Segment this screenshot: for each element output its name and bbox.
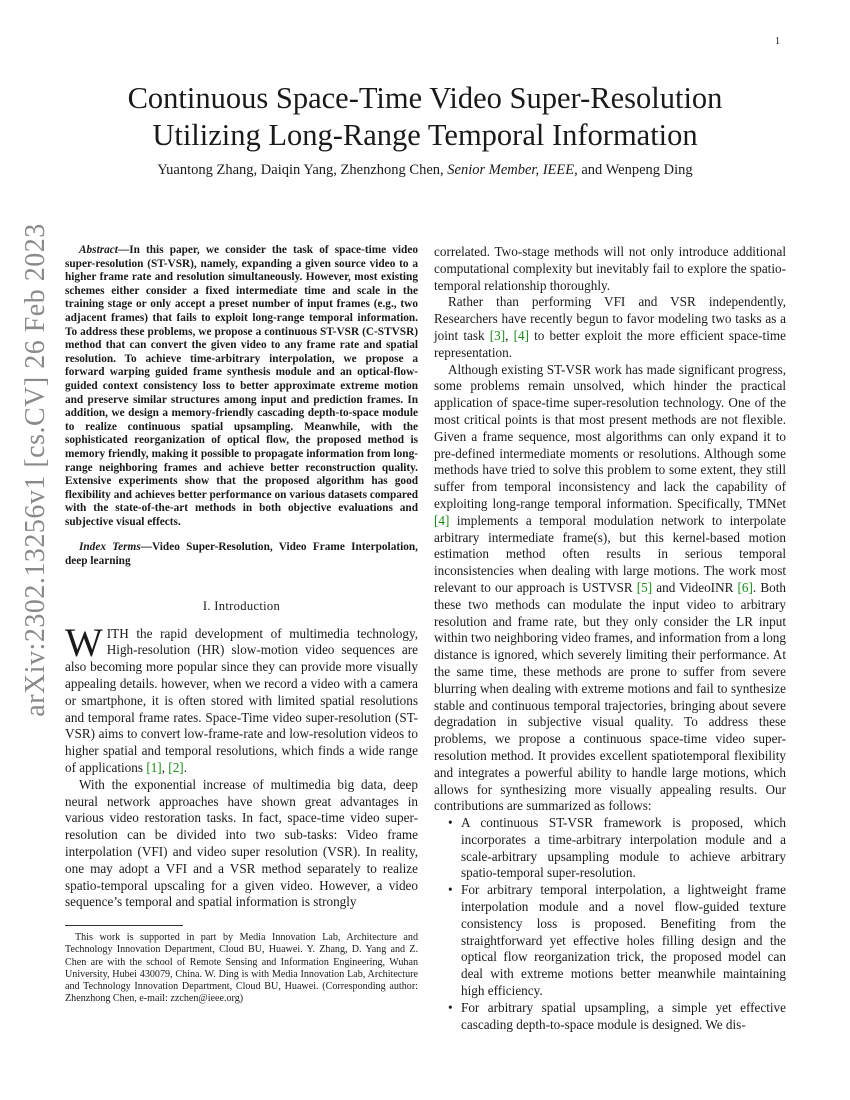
separator: , bbox=[505, 327, 514, 343]
citation-link[interactable]: [4] bbox=[513, 327, 529, 343]
paragraph-text: and VideoINR bbox=[652, 579, 738, 595]
list-item: • For arbitrary spatial upsampling, a simple yet effective cascading depth-to-space module is designed. We dis- bbox=[434, 1000, 786, 1034]
arxiv-identifier: arXiv:2302.13256v1 [cs.CV] 26 Feb 2023 bbox=[20, 223, 51, 717]
intro-p1-text: ITH the rapid development of multimedia technology, High-resolution (HR) slow-motion video sequences are also becoming more popular since they can provide more visually appealing details. however, when we record a video with a camera or smartphone, it is often stored with limited spatial resolutions and temporal frame rates. Space-Time video super-resolution (ST-VSR) aims to convert low-frame-rate and low-resolution videos to higher spatial and temporal resolutions, which finds a wide range of applications bbox=[65, 625, 418, 776]
title-line-1: Continuous Space-Time Video Super-Resolution bbox=[127, 81, 723, 115]
citation-link[interactable]: [2] bbox=[168, 760, 184, 776]
index-terms-label: Index Terms bbox=[79, 541, 141, 554]
index-terms-text: —Video Super-Resolution, Video Frame Interpolation, deep learning bbox=[65, 541, 418, 568]
paragraph-continued: correlated. Two-stage methods will not only introduce additional computational complexity but inevitably fail to explore the spatio-temporal relationship thoroughly. bbox=[434, 244, 786, 293]
paragraph-problems bbox=[434, 362, 786, 816]
footnote-divider bbox=[65, 925, 183, 926]
authors-names: Yuantong Zhang, Daiqin Yang, Zhenzhong Chen, bbox=[157, 162, 448, 178]
right-column bbox=[434, 244, 786, 1033]
index-terms bbox=[65, 541, 418, 568]
left-column bbox=[65, 244, 418, 1005]
title-line-2: Utilizing Long-Range Temporal Information bbox=[152, 118, 698, 152]
sentence-end: . bbox=[183, 760, 187, 776]
paragraph-text: Rather than performing VFI and VSR independently, Researchers have recently begun to favor modeling two tasks as a joint task bbox=[434, 294, 786, 343]
paragraph-text: to better exploit the more efficient space-time representation. bbox=[434, 327, 786, 360]
abstract-text: —In this paper, we consider the task of space-time video super-resolution (ST-VSR), namely, expanding a given source video to a higher frame rate and resolution simultaneously. However, most existing schemes either consider a fixed intermediate time and scale in the training stage or only accept a preset number of input frames (e.g., two adjacent frames) that fails to exploit long-range temporal information. To address these problems, we propose a continuous ST-VSR (C-STVSR) method that can convert the given video to any frame rate and spatial resolution. To achieve time-arbitrary interpolation, we propose a forward warping guided frame synthesis module and an optical-flow-guided context consistency loss to better approximate extreme motion and preserve similar structures among input and prediction frames. In addition, we design a memory-friendly cascading depth-to-space module to realize continuous spatial upsampling. Meanwhile, with the sophisticated reorganization of optical flow, the proposed method is memory friendly, making it possible to propagate information from long-range neighboring frames and achieve better reconstruction quality. Extensive experiments show that the proposed algorithm has good flexibility and achieves better performance on various datasets compared with the state-of-the-art methods in both objective evaluations and subjective visual effects. bbox=[65, 244, 418, 528]
paragraph-text: Although existing ST-VSR work has made significant progress, some problems remain unsolved, which hinder the practical application of space-time super-resolution technology. One of the most critical points is that most present methods are not flexible. Given a frame sequence, most algorithms can only expand it to pre-defined intermediate moments or resolutions. Although some methods have tried to solve this problem to some extent, they still suffer from temporal inconsistency and lack the capability of exploiting long-range temporal information. Specifically, TMNet bbox=[434, 361, 786, 511]
paper-title bbox=[60, 80, 790, 154]
authors-last: , and Wenpeng Ding bbox=[574, 162, 693, 178]
citation-link[interactable]: [4] bbox=[434, 512, 450, 528]
authors-membership: Senior Member, IEEE bbox=[447, 162, 575, 178]
author-list bbox=[60, 162, 790, 179]
paragraph-text: implements a temporal modulation network to interpolate arbitrary intermediate frame(s), but this kernel-based motion estimation method often results in serious temporal inconsistencies when dealing with large motions. The work most relevant to our approach is USTVSR bbox=[434, 512, 786, 595]
list-item: • A continuous ST-VSR framework is proposed, which incorporates a time-arbitrary interpolation module and a scale-arbitrary upsampling module to achieve arbitrary spatio-temporal super-resolution. bbox=[434, 815, 786, 882]
section-heading-introduction: I. Introduction bbox=[202, 598, 281, 613]
paragraph-joint-task bbox=[434, 294, 786, 361]
citation-link[interactable]: [1] bbox=[146, 760, 162, 776]
citation-link[interactable]: [3] bbox=[489, 327, 506, 343]
footnote: This work is supported in part by Media Innovation Lab, Architecture and Technology Innovation Department, Cloud BU, Huawei. Y. Zhang, D. Yang and Z. Chen are with the school of Remote Sensing and Information Engineering, Wuhan University, Hubei 430079, China. W. Ding is with Media Innovation Lab, Architecture and Technology Innovation Department, Cloud BU, Huawei. (Corresponding author: Zhenzhong Chen, e-mail: zzchen@ieee.org) bbox=[65, 932, 418, 1005]
citation-link[interactable]: [5] bbox=[636, 579, 653, 595]
abstract bbox=[65, 244, 418, 529]
drop-cap: W bbox=[65, 619, 103, 665]
contribution-list bbox=[434, 815, 786, 1033]
page-number: 1 bbox=[775, 36, 780, 47]
abstract-label: Abstract bbox=[79, 244, 118, 256]
intro-paragraph-2: With the exponential increase of multimedia big data, deep neural network approaches have shown great advantages in various video restoration tasks. In fact, space-time video super-resolution can be divided into two sub-tasks: Video frame interpolation (VFI) and video super resolution (VSR). In reality, one may adopt a VFI and a VSR method separately to realize spatio-temporal upscaling for a given video. However, a video sequence’s temporal and spatial information is strongly bbox=[65, 776, 418, 910]
intro-paragraph-1 bbox=[65, 619, 418, 777]
citation-link[interactable]: [6] bbox=[737, 579, 753, 595]
separator: , bbox=[161, 760, 169, 776]
paragraph-text: . Both these two methods can modulate the input video to arbitrary resolution and frame rate, but they only consider the LR input within two neighboring video frames, and information from a long distance is ignored, which severely limiting their performance. At the same time, these methods are prone to suffer from severe blurring when dealing with extreme motions and fail to synthesize stable and continuous temporal trajectories, bringing about severe degradation in subjective visual quality. To address these problems, we propose a continuous space-time video super-resolution method. It provides excellent spatiotemporal flexibility and integrates a powerful ability to handle large motions, which allows for synthesizing more visually appealing results. Our contributions are summarized as follows: bbox=[434, 579, 786, 814]
list-item: • For arbitrary temporal interpolation, a lightweight frame interpolation module and a novel flow-guided texture consistency loss is proposed. Benefiting from the straightforward yet effective holes filling design and the optical flow reorganization trick, the proposed model can deal with extreme motions better meanwhile maintaining high efficiency. bbox=[434, 882, 786, 1000]
